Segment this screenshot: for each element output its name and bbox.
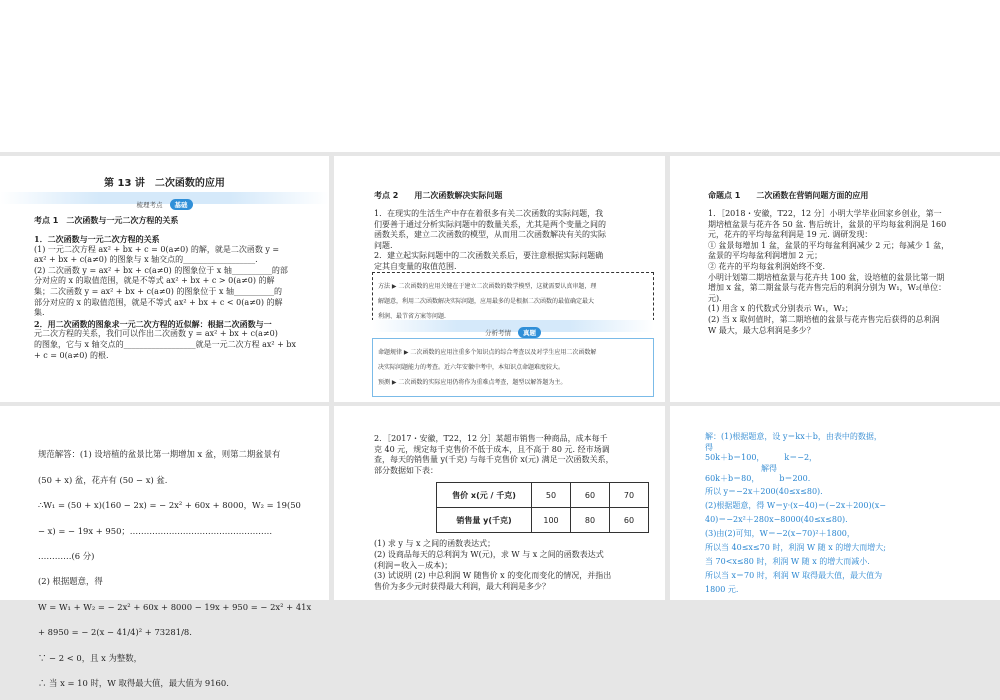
text-line: 分对应的 x 的取值范围，就是不等式 ax² + bx + c > 0(a≠0) 的解 [34, 276, 275, 286]
answer-line: (50 + x) 盆，花卉有 (50 − x) 盆. [38, 474, 168, 485]
slide-thumbnail-6[interactable] [670, 406, 1000, 600]
solution-line: 所以当 x＝70 时，利润 W 取得最大值，最大值为 [705, 570, 883, 580]
text-line: 克 40 元，规定每千克售价不低于成本，且不高于 80 元. 经市场调 [374, 444, 610, 454]
text-line: 小明计划第二期培植盆景与花卉共 100 盆，设培植的盆景比第一期 [708, 272, 945, 282]
subheading: 1．二次函数与一元二次方程的关系 [34, 234, 160, 244]
table-cell: 50 [532, 483, 571, 508]
text-line: 集. [34, 308, 45, 318]
exam-badge: 真题 [518, 327, 541, 338]
solution-line: (2)根据题意，得 W＝y·(x−40)＝(−2x＋200)(x− [705, 500, 886, 510]
slide-thumbnail-2[interactable] [334, 156, 665, 402]
row-label: 销售量 y(千克) [437, 508, 532, 533]
solution-line: 所以当 40≤x≤70 时，利润 W 随 x 的增大而增大; [705, 542, 886, 552]
solution-line: 60k＋b＝80， b＝200. [705, 474, 811, 484]
blank-header-area [0, 0, 1000, 152]
solution-line: 40)＝−2x²＋280x−8000(40≤x≤80). [705, 514, 848, 524]
answer-line: …………(6 分) [38, 550, 95, 561]
text-line: 集；二次函数 y = ax² + bx + c(a≠0) 的图象位于 x 轴__________的 [34, 286, 282, 296]
text-line: 函数关系，建立二次函数的模型，从而用二次函数解决有关的实际 [374, 230, 606, 240]
solution-line: 1800 元. [705, 584, 739, 594]
text-line: 部分数据如下表： [374, 465, 438, 475]
pill-label: 分析考情 [484, 329, 511, 337]
text-line: 增加 x 盆，第二期盆景与花卉售完后的利润分别为 W₁，W₂(单位： [708, 283, 947, 293]
answer-line: ∴ 当 x = 10 时，W 取得最大值，最大值为 9160. [38, 677, 229, 688]
table-cell: 100 [532, 508, 571, 533]
section-heading: 考点 1 二次函数与一元二次方程的关系 [34, 216, 179, 225]
answer-line: + 8950 = − 2(x − 41/4)² + 73281/8. [38, 627, 192, 638]
tip-line: 利润、最节省方案等问题. [378, 313, 446, 320]
slide-thumbnail-5[interactable] [334, 406, 665, 600]
solution-line: 当 70<x≤80 时，利润 W 随 x 的增大而减小. [705, 556, 870, 566]
tip-line: 解题意，利用二次函数解决实际问题，应用最多的是根据二次函数的最值确定最大 [378, 298, 595, 305]
text-line: 部分对应的 x 的取值范围，就是不等式 ax² + bx + c < 0(a≠0) 的解 [34, 297, 283, 307]
question-line: (2) 设商品每天的总利润为 W(元)，求 W 与 x 之间的函数表达式 [374, 549, 604, 559]
solution-line: 所以 y＝−2x＋200(40≤x≤80). [705, 486, 823, 496]
question-line: (利润＝收入－成本)； [374, 560, 453, 570]
text-line: 们要善于通过分析实际问题中的数量关系，尤其是两个变量之间的 [374, 219, 606, 229]
text-line: (2) 二次函数 y = ax² + bx + c(a≠0) 的图象位于 x 轴__________的部 [34, 265, 288, 275]
text-line: 2．［2017・安徽，T22，12 分］某超市销售一种商品，成本每千 [374, 434, 608, 443]
section-heading: 命题点 1 二次函数在营销问题方面的应用 [708, 191, 869, 200]
answer-line: (2) 根据题意，得 [38, 576, 103, 587]
answer-line: ∵ − 2 < 0，且 x 为整数， [38, 652, 143, 663]
text-line: 2．建立起实际问题中的二次函数关系后，要注意根据实际问题确 [374, 251, 604, 261]
tip-line: 方法 ▶ 二次函数的应用关键在于建立二次函数的数学模型，这就需要认真审题，理 [378, 283, 597, 290]
text-line: (1) 用含 x 的代数式分别表示 W₁，W₂； [708, 304, 853, 314]
section-heading: 考点 2 用二次函数解决实际问题 [374, 191, 503, 200]
text-line: 盆景的平均每盆利润增加 2 元； [708, 251, 823, 261]
question-line: 售价为多少元时获得最大利润，最大利润是多少？ [374, 581, 550, 591]
info-line: 决实际问题能力的考查。近六年安徽中考中，本知识点命题难度较大。 [378, 364, 565, 371]
text-line: 1．在现实的生活生产中存在着很多有关二次函数的实际问题，我 [374, 209, 604, 218]
answer-line: W = W₁ + W₂ = − 2x² + 60x + 8000 − 19x + 950 = − 2x² + 41x [38, 601, 312, 612]
solution-line: 解：(1)根据题意，设 y＝kx＋b，由表中的数据， [705, 432, 882, 441]
text-line: ax² + bx + c(a≠0) 的图象与 x 轴交点的__________________. [34, 255, 258, 265]
slide-thumbnail-3[interactable] [670, 156, 1000, 402]
text-line: 的图象，它与 x 轴交点的__________________就是一元二次方程 ax² + bx [34, 339, 297, 349]
price-sales-table [436, 482, 649, 533]
table-cell: 70 [610, 483, 649, 508]
text-line: 定其自变量的取值范围. [374, 261, 457, 271]
basic-badge: 基础 [170, 199, 193, 210]
pill-label: 梳理考点 [136, 201, 163, 209]
slide-thumbnail-4[interactable] [0, 406, 329, 688]
text-line: 期培植盆景与花卉各 50 盆. 售后统计，盆景的平均每盆利润是 160 [708, 219, 947, 229]
text-line: (2) 当 x 取何值时，第二期培植的盆景与花卉售完后获得的总利润 [708, 314, 940, 324]
text-line: ② 花卉的平均每盆利润始终不变. [708, 261, 826, 271]
table-cell: 60 [610, 508, 649, 533]
text-line: 元)． [708, 293, 728, 303]
section-strip [372, 320, 654, 337]
slide-thumbnail-1[interactable] [0, 156, 329, 402]
info-line: 命题规律 ▶ 二次函数的应用注重多个知识点的综合考查以及对学生应用二次函数解 [378, 349, 597, 356]
table-row [437, 508, 649, 533]
solution-line: 得 [705, 442, 713, 452]
section-strip [0, 192, 329, 209]
question-line: (1) 求 y 与 x 之间的函数表达式； [374, 539, 496, 549]
table-cell: 80 [571, 508, 610, 533]
text-line: + c = 0(a≠0) 的根. [34, 350, 109, 360]
text-line: 元二次方程的关系，我们可以作出二次函数 y = ax² + bx + c(a≠0) [34, 329, 278, 339]
text-line: 查，每天的销售量 y(千克) 与每千克售价 x(元) 满足一次函数关系， [374, 455, 614, 465]
row-label: 售价 x(元 / 千克) [437, 483, 532, 508]
page-title: 第 13 讲 二次函数的应用 [104, 178, 225, 189]
text-line: ① 盆景每增加 1 盆，盆景的平均每盆利润减少 2 元；每减少 1 盆， [708, 240, 950, 250]
text-line: 元，花卉的平均每盆利润是 19 元. 调研发现： [708, 230, 873, 240]
exam-info-box [372, 338, 654, 397]
answer-line: ∴W₁ = (50 + x)(160 − 2x) = − 2x² + 60x + 8000，W₂ = 19(50 [38, 500, 301, 511]
text-line: W 最大，最大总利润是多少？ [708, 325, 815, 335]
subheading: 2．用二次函数的图象求一元二次方程的近似解：根据二次函数与一 [34, 318, 272, 329]
solution-line: (3)由(2)可知，W＝−2(x−70)²＋1800， [705, 528, 855, 538]
text-line: 问题. [374, 240, 393, 250]
answer-line: 规范解答：(1) 设培植的盆景比第一期增加 x 盆，则第二期盆景有 [38, 449, 281, 460]
text-line: 1．［2018・安徽，T22，12 分］小明大学毕业回家乡创业，第一 [708, 209, 942, 218]
question-line: (3) 试说明 (2) 中总利润 W 随售价 x 的变化而变化的情况，并指出 [374, 571, 612, 581]
answer-line: − x) = − 19x + 950；…………………………………………… [38, 525, 273, 536]
table-cell: 60 [571, 483, 610, 508]
solution-line: 解得 [705, 463, 777, 473]
info-line: 预测 ▶ 二次函数的实际应用仍将作为重难点考查，题型以解答题为主。 [378, 379, 567, 386]
text-line: (1) 一元二次方程 ax² + bx + c = 0(a≠0) 的解，就是二次函数 y = [34, 244, 280, 254]
solution-line: 50k＋b＝100， k＝−2， [705, 453, 818, 463]
table-row [437, 483, 649, 508]
